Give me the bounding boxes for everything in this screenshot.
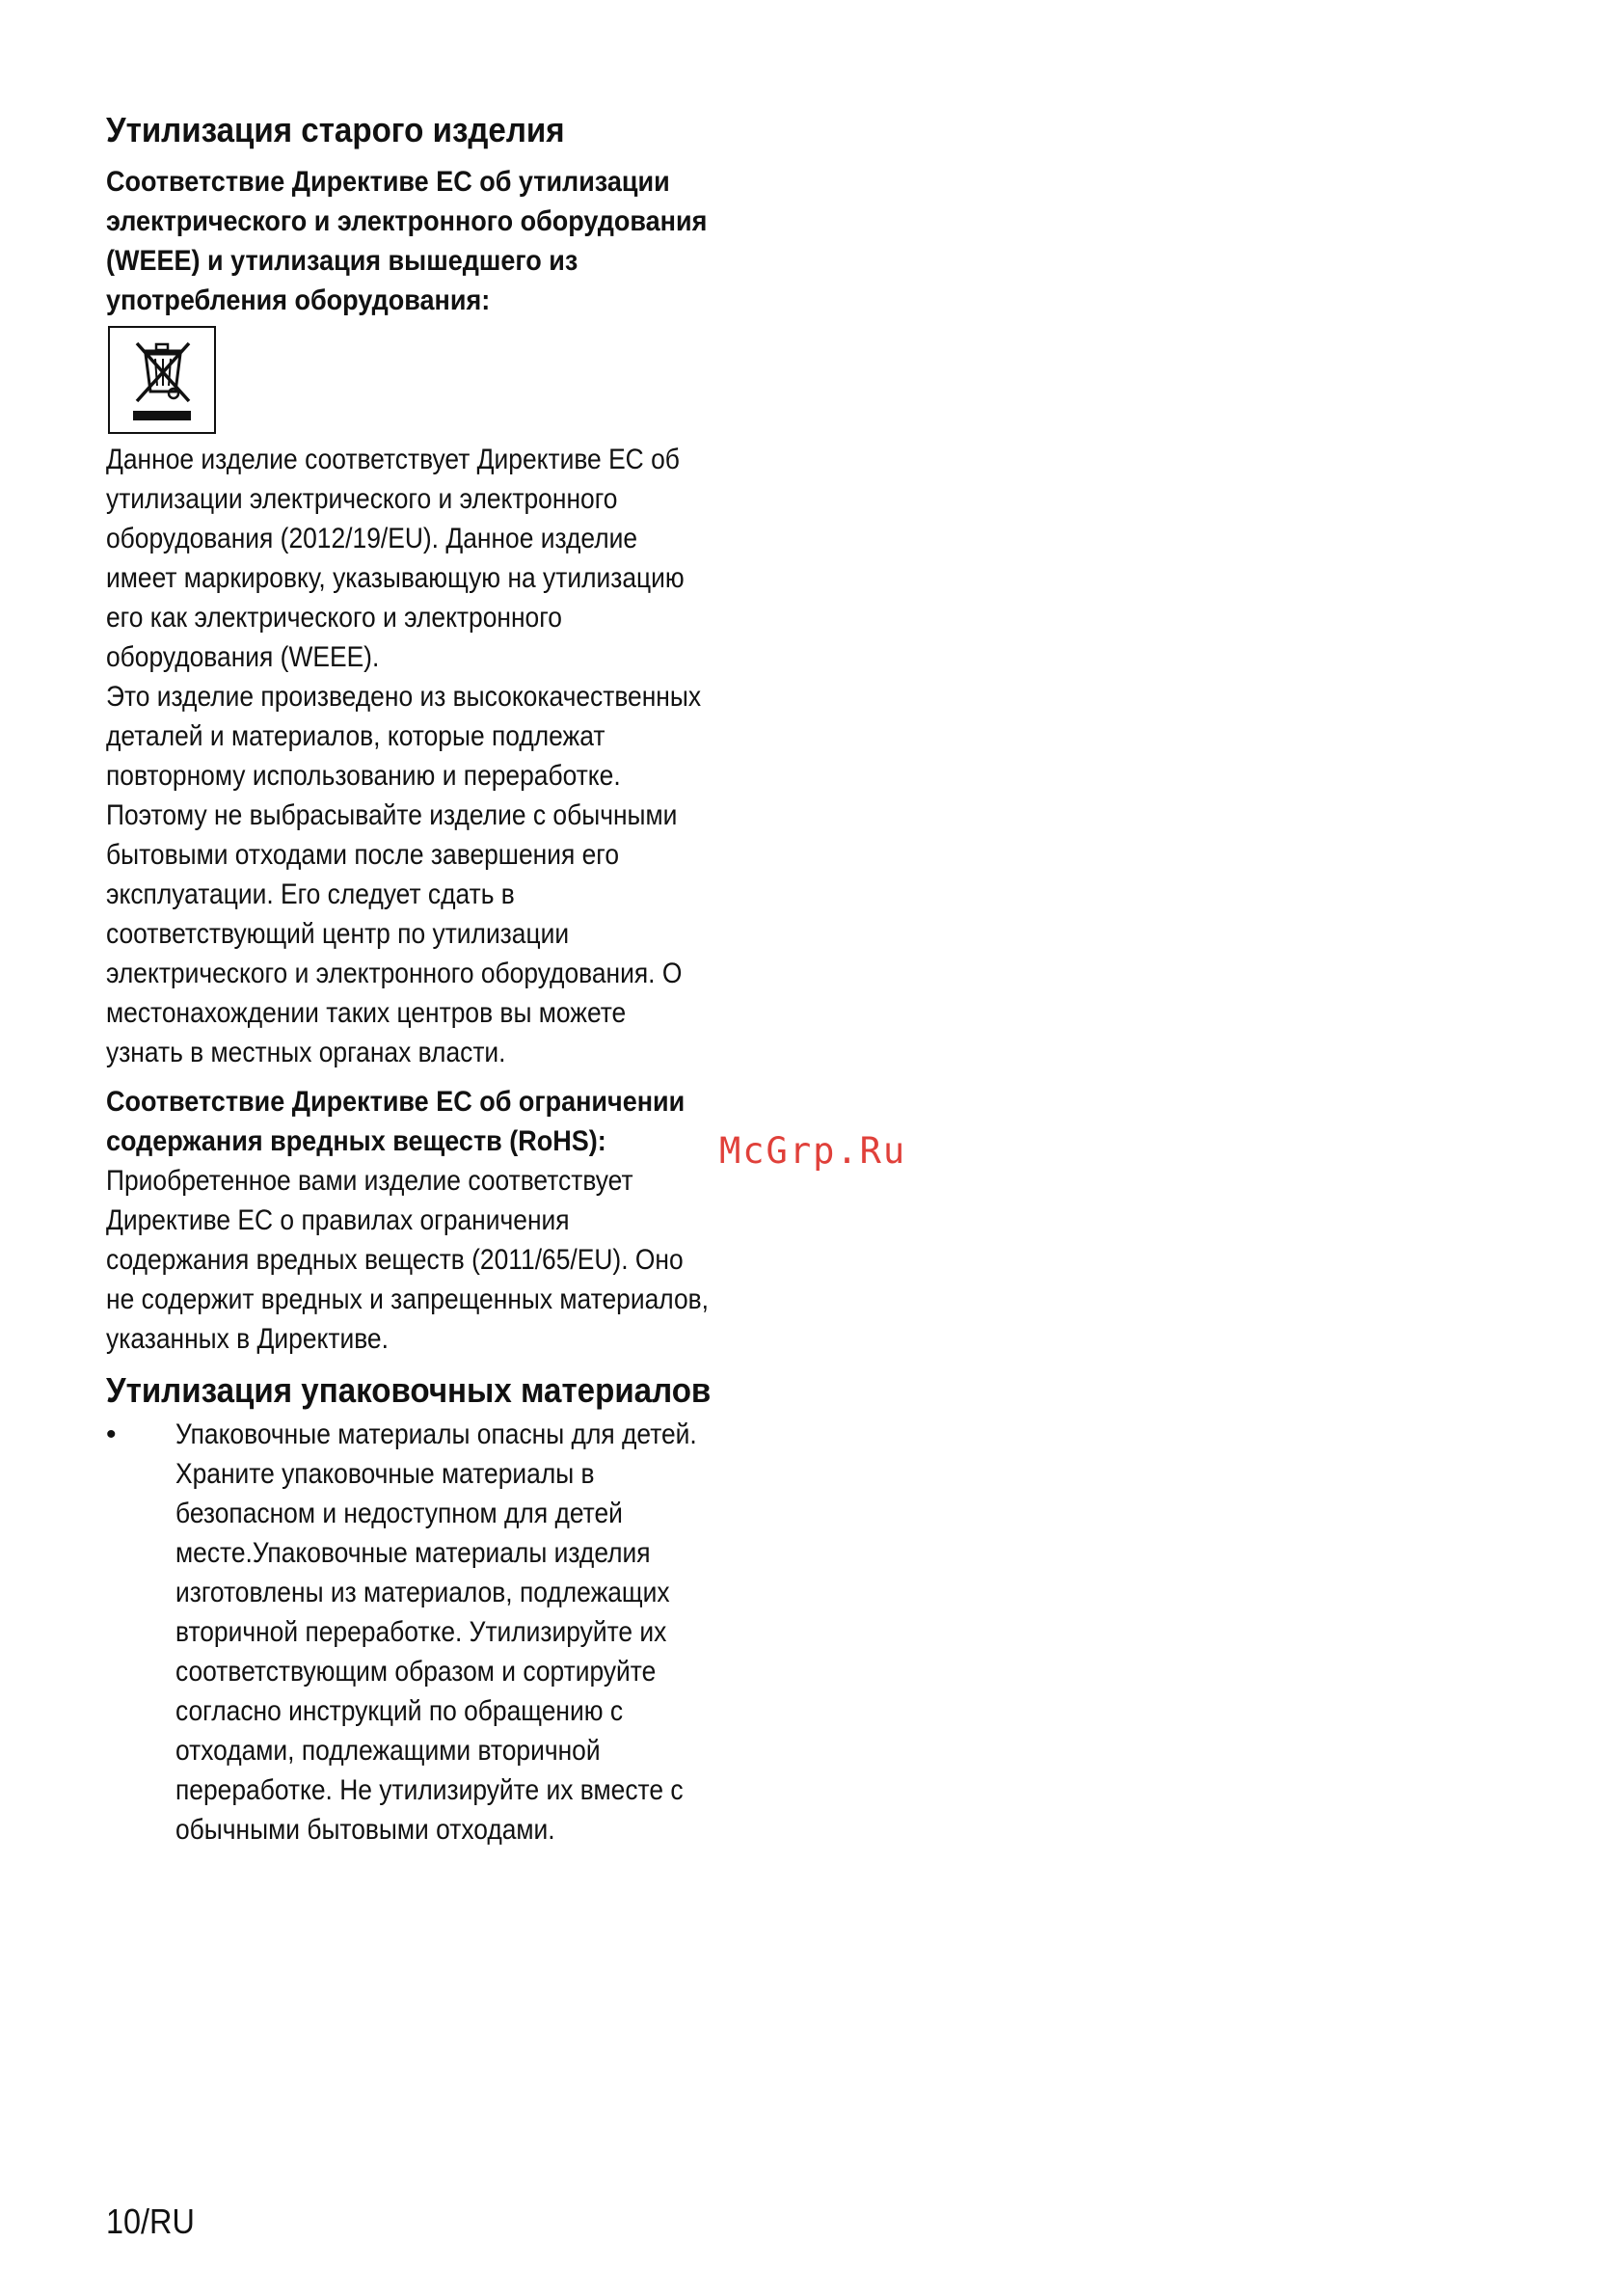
body-line: его как электрического и электронного xyxy=(106,602,562,634)
body-line: Приобретенное вами изделие соответствует xyxy=(106,1165,633,1197)
body-line: Это изделие произведено из высококачественных xyxy=(106,681,702,713)
weee-subtitle-line: Соответствие Директиве ЕС об утилизации xyxy=(106,166,670,198)
bullet-line: Упаковочные материалы опасны для детей. xyxy=(175,1418,697,1450)
bullet-line: отходами, подлежащими вторичной xyxy=(175,1735,601,1767)
bullet-icon: • xyxy=(106,1418,117,1450)
bullet-line: безопасном и недоступном для детей xyxy=(175,1498,623,1529)
body-line: узнать в местных органах власти. xyxy=(106,1037,506,1068)
bullet-line: вторичной переработке. Утилизируйте их xyxy=(175,1616,667,1648)
content-column xyxy=(106,108,800,1850)
weee-subtitle-line: употребления оборудования: xyxy=(106,284,491,316)
body-line: Директиве ЕС о правилах ограничения xyxy=(106,1204,570,1236)
bullet-line: месте.Упаковочные материалы изделия xyxy=(175,1537,651,1569)
section-title-packaging: Утилизация упаковочных материалов xyxy=(106,1370,712,1410)
bullet-line: Храните упаковочные материалы в xyxy=(175,1458,595,1490)
body-line: соответствующий центр по утилизации xyxy=(106,918,570,950)
rohs-subtitle-line: содержания вредных веществ (RoHS): xyxy=(106,1125,606,1157)
bullet-line: изготовлены из материалов, подлежащих xyxy=(175,1577,670,1608)
body-line: не содержит вредных и запрещенных материалов, xyxy=(106,1283,709,1315)
body-line: оборудования (2012/19/EU). Данное изделие xyxy=(106,523,638,554)
bullet-line: соответствующим образом и сортируйте xyxy=(175,1656,657,1688)
bullet-line: согласно инструкций по обращению с xyxy=(175,1695,624,1727)
body-line: имеет маркировку, указывающую на утилизацию xyxy=(106,562,685,594)
body-line: содержания вредных веществ (2011/65/EU). Оно xyxy=(106,1244,684,1276)
body-line: Поэтому не выбрасывайте изделие с обычными xyxy=(106,799,678,831)
weee-body xyxy=(106,440,800,1072)
rohs-subtitle-line: Соответствие Директиве ЕС об ограничении xyxy=(106,1086,686,1118)
section-title-disposal: Утилизация старого изделия xyxy=(106,110,565,149)
body-line: оборудования (WEEE). xyxy=(106,641,380,673)
packaging-bullet xyxy=(106,1415,800,1850)
crossed-out-wheelie-bin-icon xyxy=(108,326,216,434)
body-line: утилизации электрического и электронного xyxy=(106,483,618,515)
bullet-text xyxy=(175,1415,800,1850)
watermark: McGrp.Ru xyxy=(719,1130,907,1172)
body-line: повторному использованию и переработке. xyxy=(106,760,621,792)
body-line: бытовыми отходами после завершения его xyxy=(106,839,620,871)
body-line: местонахождении таких центров вы можете xyxy=(106,997,627,1029)
weee-subtitle-line: электрического и электронного оборудования xyxy=(106,205,708,237)
body-line: эксплуатации. Его следует сдать в xyxy=(106,878,515,910)
page-number: 10/RU xyxy=(106,2201,195,2241)
body-line: указанных в Директиве. xyxy=(106,1323,389,1355)
weee-subtitle-line: (WEEE) и утилизация вышедшего из xyxy=(106,245,578,277)
body-line: Данное изделие соответствует Директиве ЕС об xyxy=(106,444,680,475)
rohs-subtitle xyxy=(106,1082,800,1161)
weee-subtitle xyxy=(106,162,800,320)
rohs-body xyxy=(106,1161,800,1359)
bullet-line: переработке. Не утилизируйте их вместе с xyxy=(175,1774,684,1806)
bullet-line: обычными бытовыми отходами. xyxy=(175,1814,555,1846)
body-line: электрического и электронного оборудования. О xyxy=(106,958,683,989)
body-line: деталей и материалов, которые подлежат xyxy=(106,720,605,752)
